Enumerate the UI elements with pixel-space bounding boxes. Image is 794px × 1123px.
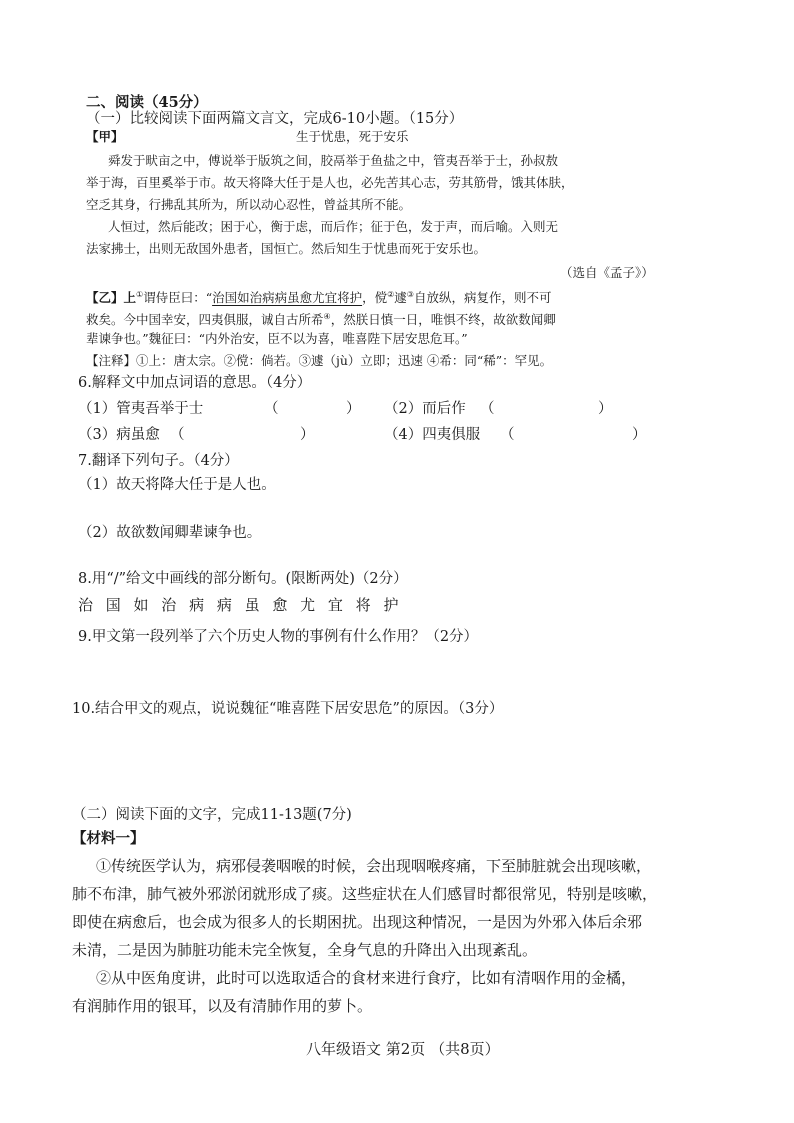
jia-label: 【甲】 xyxy=(86,129,124,144)
yi-line1: 【乙】上①谓侍臣曰：“治国如治病病虽愈尤宜将护，傥②遽③自放纵，病复作，则不可 xyxy=(86,290,552,306)
question-8: 8.用“/”给文中画线的部分断句。(限断两处)（2分） xyxy=(78,571,408,587)
q6-answer-blank-1[interactable]: （ xyxy=(264,401,279,417)
material-line-1: ①传统医学认为，病邪侵袭咽喉的时候，会出现咽喉疼痛，下至肺脏就会出现咳嗽， xyxy=(96,857,652,875)
material-line-5: ②从中医角度讲，此时可以选取适合的食材来进行食疗，比如有清咽作用的金橘， xyxy=(96,969,637,987)
question-9: 9.甲文第一段列举了六个历史人物的事例有什么作用？（2分） xyxy=(78,629,479,645)
q7-item-1: （1）故天将降大任于是人也。 xyxy=(78,477,276,493)
q6-item-4: （4）四夷俱服 xyxy=(384,427,481,443)
exam-page: 二、阅读（45分） （一）比较阅读下面两篇文言文，完成6-10小题。（15分） 生于忧患，死于安乐 【甲】 舜发于畎亩之中，傅说举于版筑之间，胶鬲举于鱼盐之中，管夷吾举于士，孙叔敖 举于海，百里奚举于市。故天将降大任于是人也，必先苦其心志，劳其筋骨，饿其体肤， 空乏其身，行拂乱其所为，所以动心忍性，曾益其所不能。 人恒过，然后能改；困于心，衡于虑，而后作；征于色，发于声，而后喻。入则无 法家拂士，出则无敌国外患者，国恒亡。然后知生于忧患而死于安乐也。 （选自《孟子》） 【乙】上①谓侍臣曰：“治国如治病病虽愈尤宜将护，傥②遽③自放纵，病复作，则不可 救矣。今中国幸安，四夷俱服，诚自古所希④，然朕日慎一日，唯惧不终，故欲数闻卿 辈谏争也。”魏征曰：“内外治安，臣不以为喜，唯喜陛下居安思危耳。” 【注释】①上：唐太宗。②傥：倘若。③遽（jù）立即；迅速 ④希：同“稀”：罕见。 6.解释文中加点词语的意思。（4分） （1）管夷吾举于士 （ ） （2）而后作 （ ） （3）病虽愈 （ ） （4）四夷俱服 （ ） 7.翻译下列句子。（4分） （1）故天将降大任于是人也。 （2）故欲数闻卿辈谏争也。 8.用“/”给文中画线的部分断句。(限断两处)（2分） 治 国 如 治 病 病 虽 愈 尤 宜 将 护 9.甲文第一段列举了六个历史人物的事例有什么作用？（2分） 10.结合甲文的观点，说说魏征“唯喜陛下居安思危”的原因。（3分） （二）阅读下面的文字，完成11-13题(7分) 【材料一】 ①传统医学认为，病邪侵袭咽喉的时候，会出现咽喉疼痛，下至肺脏就会出现咳嗽， 肺不布津，肺气被外邪淤闭就形成了痰。这些症状在人们感冒时都很常见，特别是咳嗽， 即使在病愈后，也会成为很多人的长期困扰。出现这种情况，一是因为外邪入体后余邪 未清，二是因为肺脏功能未完全恢复，全身气息的升降出入出现紊乱。 ②从中医角度讲，此时可以选取适合的食材来进行食疗，比如有清咽作用的金橘， 有润肺作用的银耳，以及有清肺作用的萝卜。 八年级语文 第2页 （共8页） xyxy=(72,94,658,1058)
part1-instruction: （一）比较阅读下面两篇文言文，完成6-10小题。（15分） xyxy=(86,111,464,127)
jia-p1-line2: 举于海，百里奚举于市。故天将降大任于是人也，必先苦其心志，劳其筋骨，饿其体肤， xyxy=(86,175,574,190)
section-heading: 二、阅读（45分） xyxy=(86,94,208,111)
jia-p1-line1: 舜发于畎亩之中，傅说举于版筑之间，胶鬲举于鱼盐之中，管夷吾举于士，孙叔敖 xyxy=(108,153,559,168)
jia-p1-line3: 空乏其身，行拂乱其所为，所以动心忍性，曾益其所不能。 xyxy=(86,197,412,212)
question-6: 6.解释文中加点词语的意思。（4分） xyxy=(78,375,312,391)
source-citation: （选自《孟子》） xyxy=(560,265,654,280)
question-7: 7.翻译下列句子。（4分） xyxy=(78,453,239,469)
yi-l1-c: 遽 xyxy=(394,290,407,306)
q6-item-2: （2）而后作 xyxy=(384,401,466,417)
q6-answer-blank-3[interactable]: （ xyxy=(170,427,185,443)
material-line-3: 即使在病愈后，也会成为很多人的长期困扰。出现这种情况，一是因为外邪入体后余邪 xyxy=(72,913,643,931)
q6-item-1: （1）管夷吾举于士 xyxy=(78,401,204,417)
material-line-2: 肺不布津，肺气被外邪淤闭就形成了痰。这些症状在人们感冒时都很常见，特别是咳嗽， xyxy=(72,885,658,903)
yi-l1-d: 自放纵，病复作，则不可 xyxy=(413,290,552,306)
yi-label: 【乙】上 xyxy=(86,290,137,306)
yi-line3: 辈谏争也。”魏征曰：“内外治安，臣不以为喜，唯喜陛下居安思危耳。” xyxy=(86,331,468,346)
passage-title: 生于忧患，死于安乐 xyxy=(296,129,409,144)
page-footer: 八年级语文 第2页 （共8页） xyxy=(306,1040,500,1058)
part2-instruction: （二）阅读下面的文字，完成11-13题(7分) xyxy=(72,807,352,823)
material-line-6: 有润肺作用的银耳，以及有清肺作用的萝卜。 xyxy=(72,997,373,1015)
question-10: 10.结合甲文的观点，说说魏征“唯喜陛下居安思危”的原因。（3分） xyxy=(72,701,504,717)
q6-answer-blank-2[interactable]: （ xyxy=(480,401,495,417)
jia-p2-line2: 法家拂士，出则无敌国外患者，国恒亡。然后知生于忧患而死于安乐也。 xyxy=(86,241,487,256)
material-line-4: 未清，二是因为肺脏功能未完全恢复，全身气息的升降出入出现紊乱。 xyxy=(72,941,538,959)
yi-l1-b: ，傥 xyxy=(362,290,388,306)
notes: 【注释】①上：唐太宗。②傥：倘若。③遽（jù）立即；迅速 ④希：同“稀”：罕见。 xyxy=(86,353,553,368)
q7-item-2: （2）故欲数闻卿辈谏争也。 xyxy=(78,525,262,541)
yi-line2: 救矣。今中国幸安，四夷俱服，诚自古所希④，然朕日慎一日，唯惧不终，故欲数闻卿 xyxy=(86,312,556,328)
material-1-label: 【材料一】 xyxy=(72,830,145,847)
q8-text: 治 国 如 治 病 病 虽 愈 尤 宜 将 护 xyxy=(78,596,403,614)
q6-item-3: （3）病虽愈 xyxy=(78,427,160,443)
underlined-sentence: 治国如治病病虽愈尤宜将护 xyxy=(212,290,363,306)
jia-p2-line1: 人恒过，然后能改；困于心，衡于虑，而后作；征于色，发于声，而后喻。入则无 xyxy=(108,219,559,234)
q6-answer-blank-4[interactable]: （ xyxy=(500,427,515,443)
yi-l1-a: 谓侍臣曰：“ xyxy=(143,290,213,306)
